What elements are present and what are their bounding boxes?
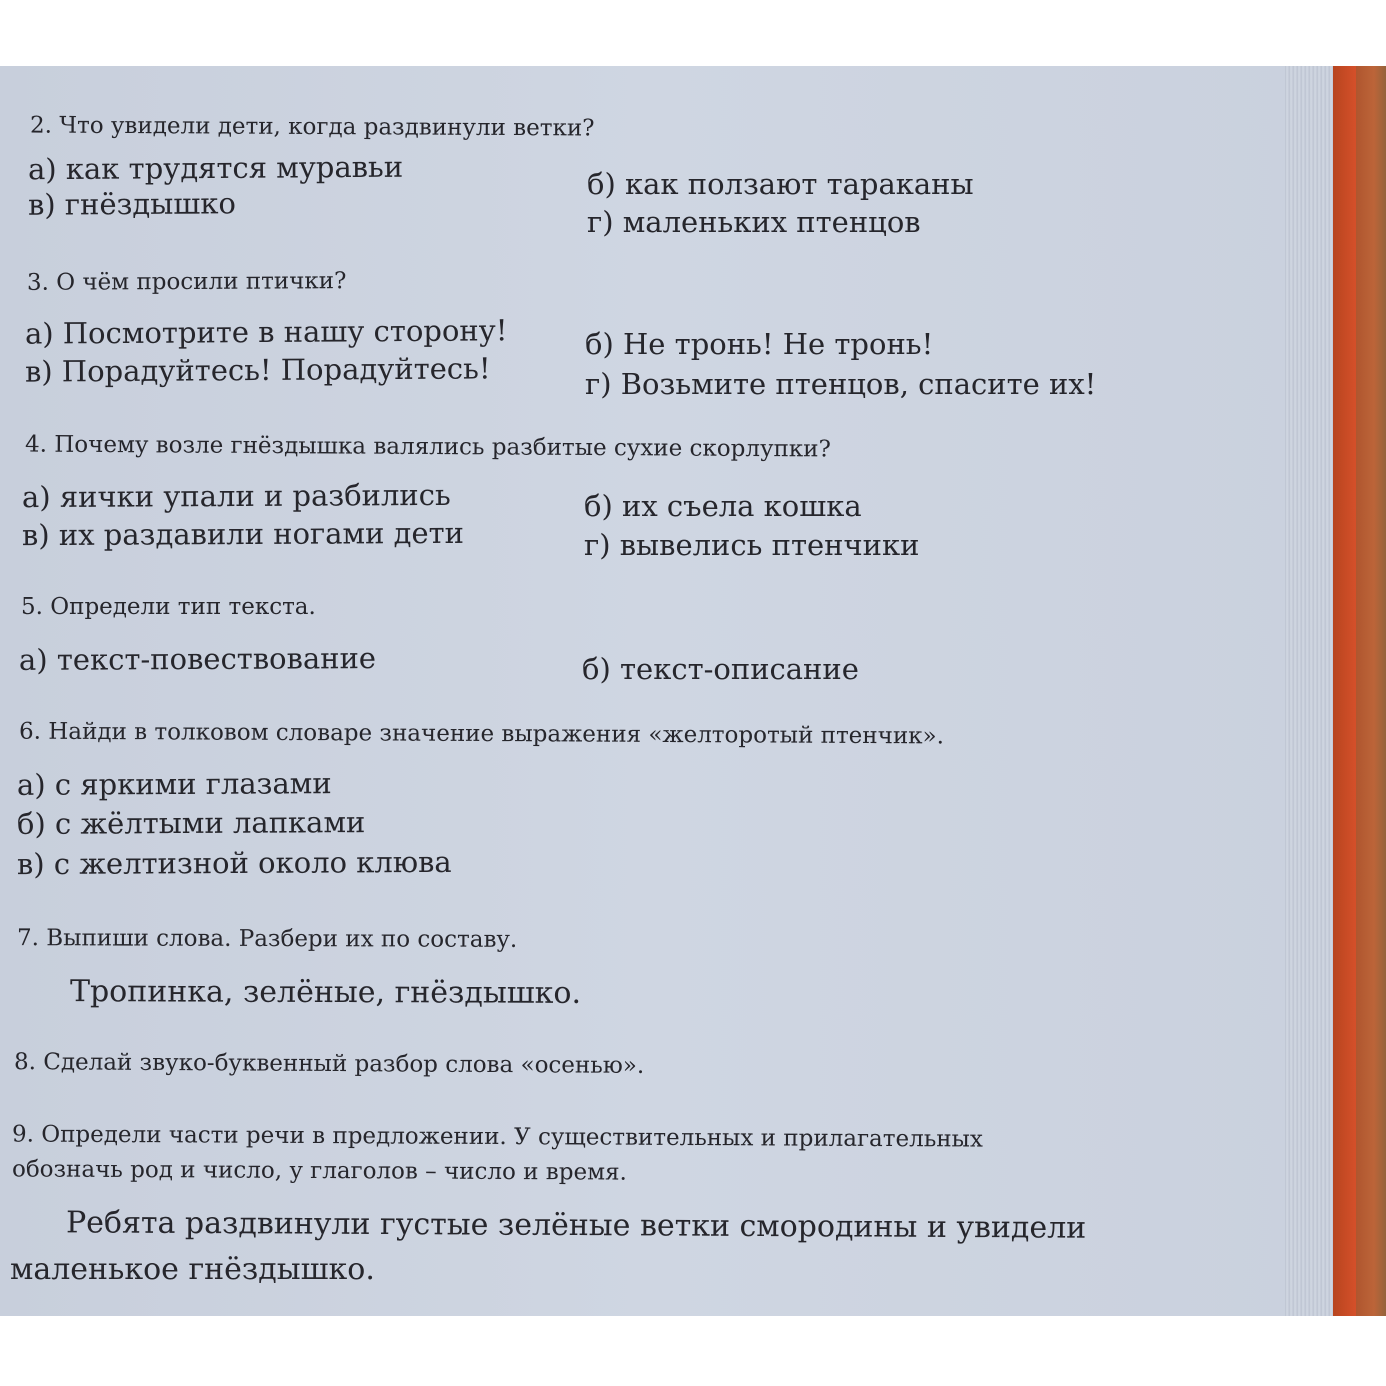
question-7: 7. Выпиши слова. Разбери их по составу. — [16, 925, 518, 953]
option-4b: б) их съела кошка — [584, 489, 862, 523]
sentence-line-1: Ребята раздвинули густые зелёные ветки смородины и увидели — [65, 1205, 1087, 1246]
option-3a: а) Посмотрите в нашу сторону! — [24, 313, 508, 351]
question-3: 3. О чём просили птички? — [26, 268, 347, 296]
question-8: 8. Сделай звуко-буквенный разбор слова «осенью». — [13, 1049, 645, 1079]
option-3b: б) Не тронь! Не тронь! — [585, 327, 934, 361]
option-6a: а) с яркими глазами — [16, 766, 332, 802]
words-to-parse: Тропинка, зелёные, гнёздышко. — [69, 974, 582, 1011]
sentence-line-2: маленькое гнёздышко. — [10, 1252, 375, 1287]
question-4: 4. Почему возле гнёздышка валялись разбитые сухие скорлупки? — [24, 431, 831, 463]
option-4a: а) яички упали и разбились — [21, 477, 451, 515]
option-5a: а) текст-повествование — [18, 641, 377, 677]
option-6b: б) с жёлтыми лапками — [16, 805, 366, 841]
question-2: 2. Что увидели дети, когда раздвинули ветки? — [29, 112, 595, 142]
option-2b: б) как ползают тараканы — [587, 167, 974, 201]
page-edges — [1285, 66, 1333, 1316]
option-2a: а) как трудятся муравьи — [27, 149, 404, 187]
option-6v: в) с желтизной около клюва — [16, 844, 452, 882]
question-9-line-2: обозначь род и число, у глаголов – число и время. — [11, 1156, 627, 1186]
option-3g: г) Возьмите птенцов, спасите их! — [585, 367, 1097, 401]
option-2v: в) гнёздышко — [27, 186, 236, 222]
option-5b: б) текст-описание — [582, 652, 859, 686]
option-4g: г) вывелись птенчики — [584, 528, 920, 562]
cover-trim — [1356, 66, 1386, 1316]
question-9-line-1: 9. Определи части речи в предложении. У существительных и прилагательных — [11, 1121, 983, 1153]
option-4v: в) их раздавили ногами дети — [21, 515, 465, 553]
option-2g: г) маленьких птенцов — [587, 205, 921, 239]
question-6: 6. Найди в толковом словаре значение выражения «желторотый птенчик». — [18, 718, 945, 750]
option-3v: в) Порадуйтесь! Порадуйтесь! — [24, 351, 491, 389]
question-5: 5. Определи тип текста. — [21, 594, 316, 620]
